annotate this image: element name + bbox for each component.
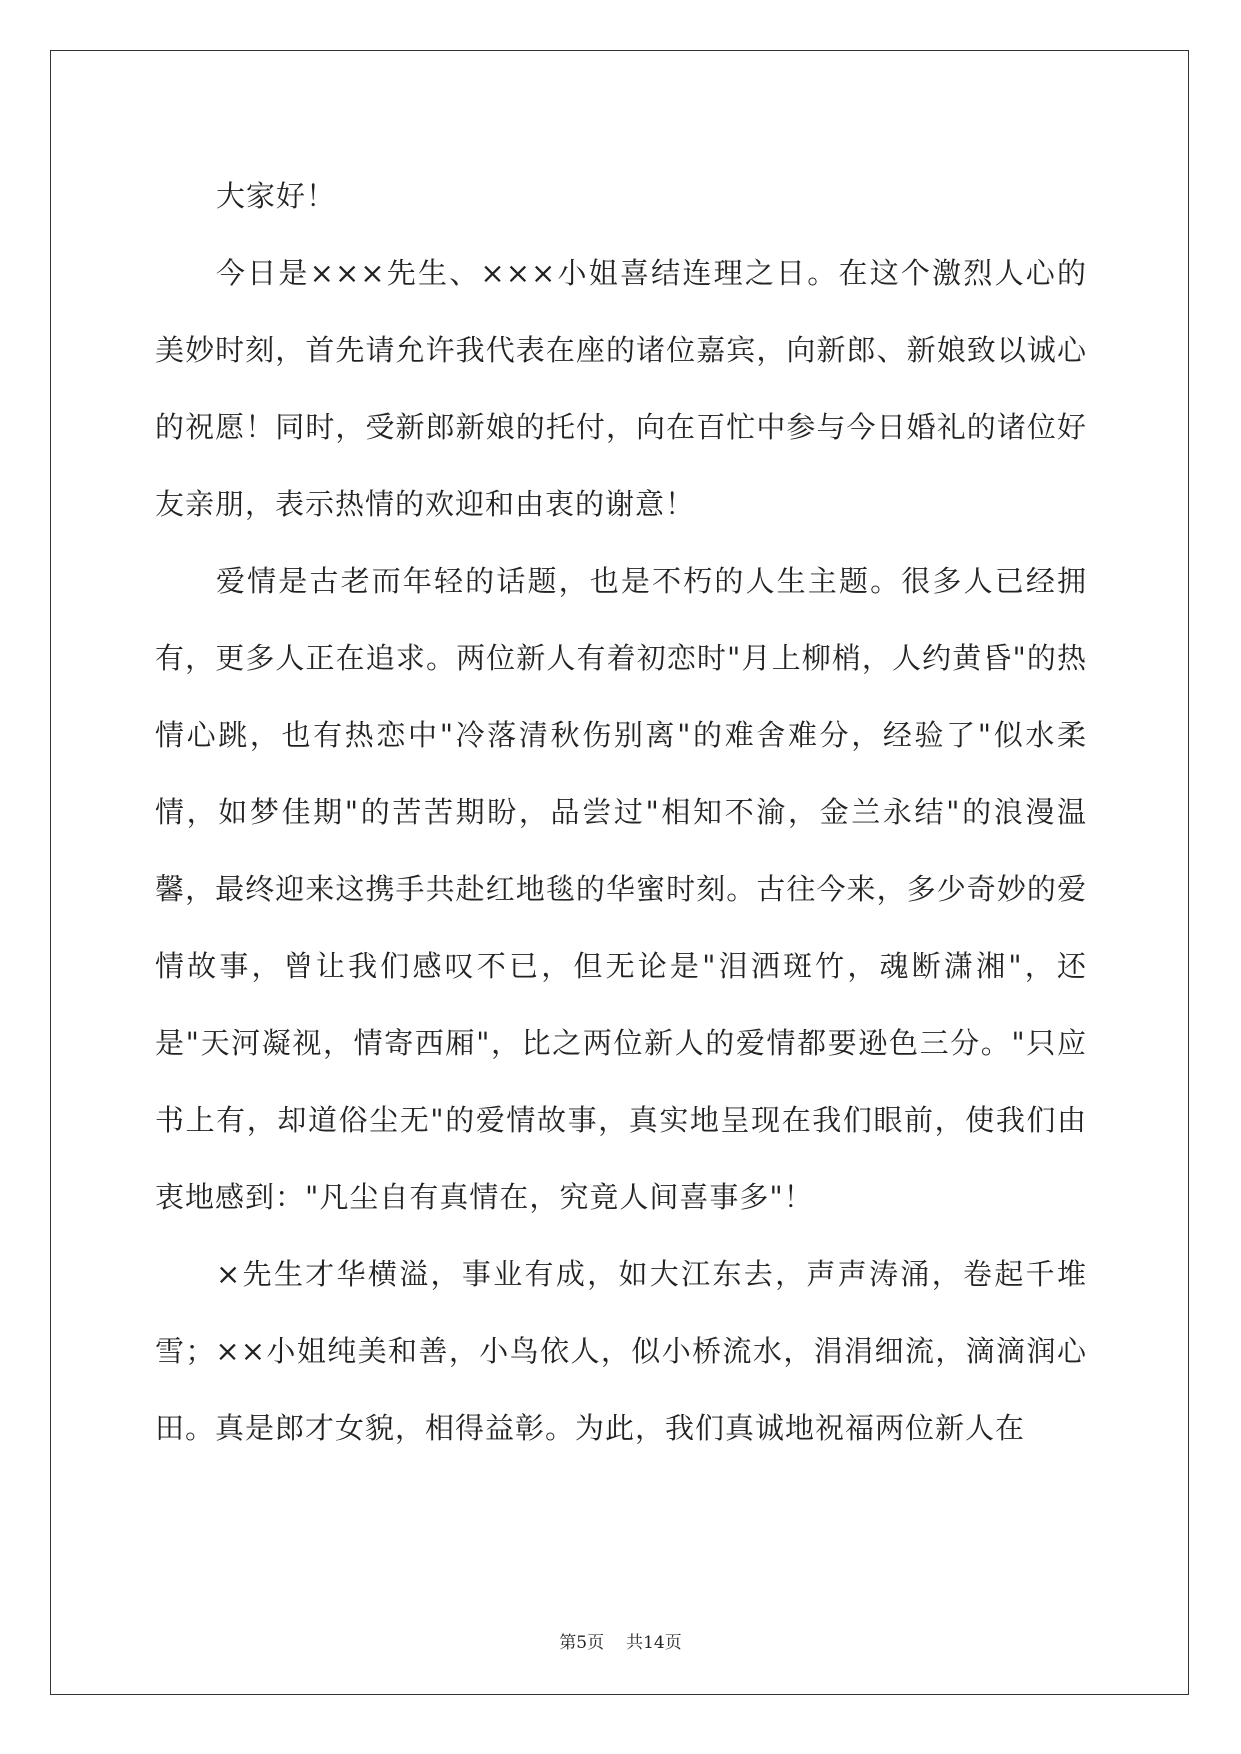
- document-body: [155, 158, 1087, 1467]
- paragraph-couple: ×先生才华横溢，事业有成，如大江东去，声声涛涌，卷起千堆雪；××小姐纯美和善，小鸟依人，似小桥流水，涓涓细流，滴滴润心田。真是郎才女貌，相得益彰。为此，我们真诚地祝福两位新人在: [155, 1257, 1087, 1445]
- paragraph-greeting: 大家好！: [216, 179, 337, 213]
- paragraph-welcome: 今日是×××先生、×××小姐喜结连理之日。在这个激烈人心的美妙时刻，首先请允许我代表在座的诸位嘉宾，向新郎、新娘致以诚心的祝愿！同时，受新郎新娘的托付，向在百忙中参与今日婚礼的诸位好友亲朋，表示热情的欢迎和由衷的谢意！: [155, 256, 1087, 521]
- page-footer: [0, 1628, 1241, 1653]
- page-number: 第5页: [559, 1633, 605, 1653]
- paragraph-love: 爱情是古老而年轻的话题，也是不朽的人生主题。很多人已经拥有，更多人正在追求。两位新人有着初恋时"月上柳梢，人约黄昏"的热情心跳，也有热恋中"冷落清秋伤别离"的难舍难分，经验了"似水柔情，如梦佳期"的苦苦期盼，品尝过"相知不渝，金兰永结"的浪漫温馨，最终迎来这携手共赴红地毯的华蜜时刻。古往今来，多少奇妙的爱情故事，曾让我们感叹不已，但无论是"泪洒斑竹，魂断潇湘"，还是"天河凝视，情寄西厢"，比之两位新人的爱情都要逊色三分。"只应书上有，却道俗尘无"的爱情故事，真实地呈现在我们眼前，使我们由衷地感到："凡尘自有真情在，究竟人间喜事多"！: [155, 564, 1087, 1214]
- page-total: 共14页: [626, 1633, 682, 1653]
